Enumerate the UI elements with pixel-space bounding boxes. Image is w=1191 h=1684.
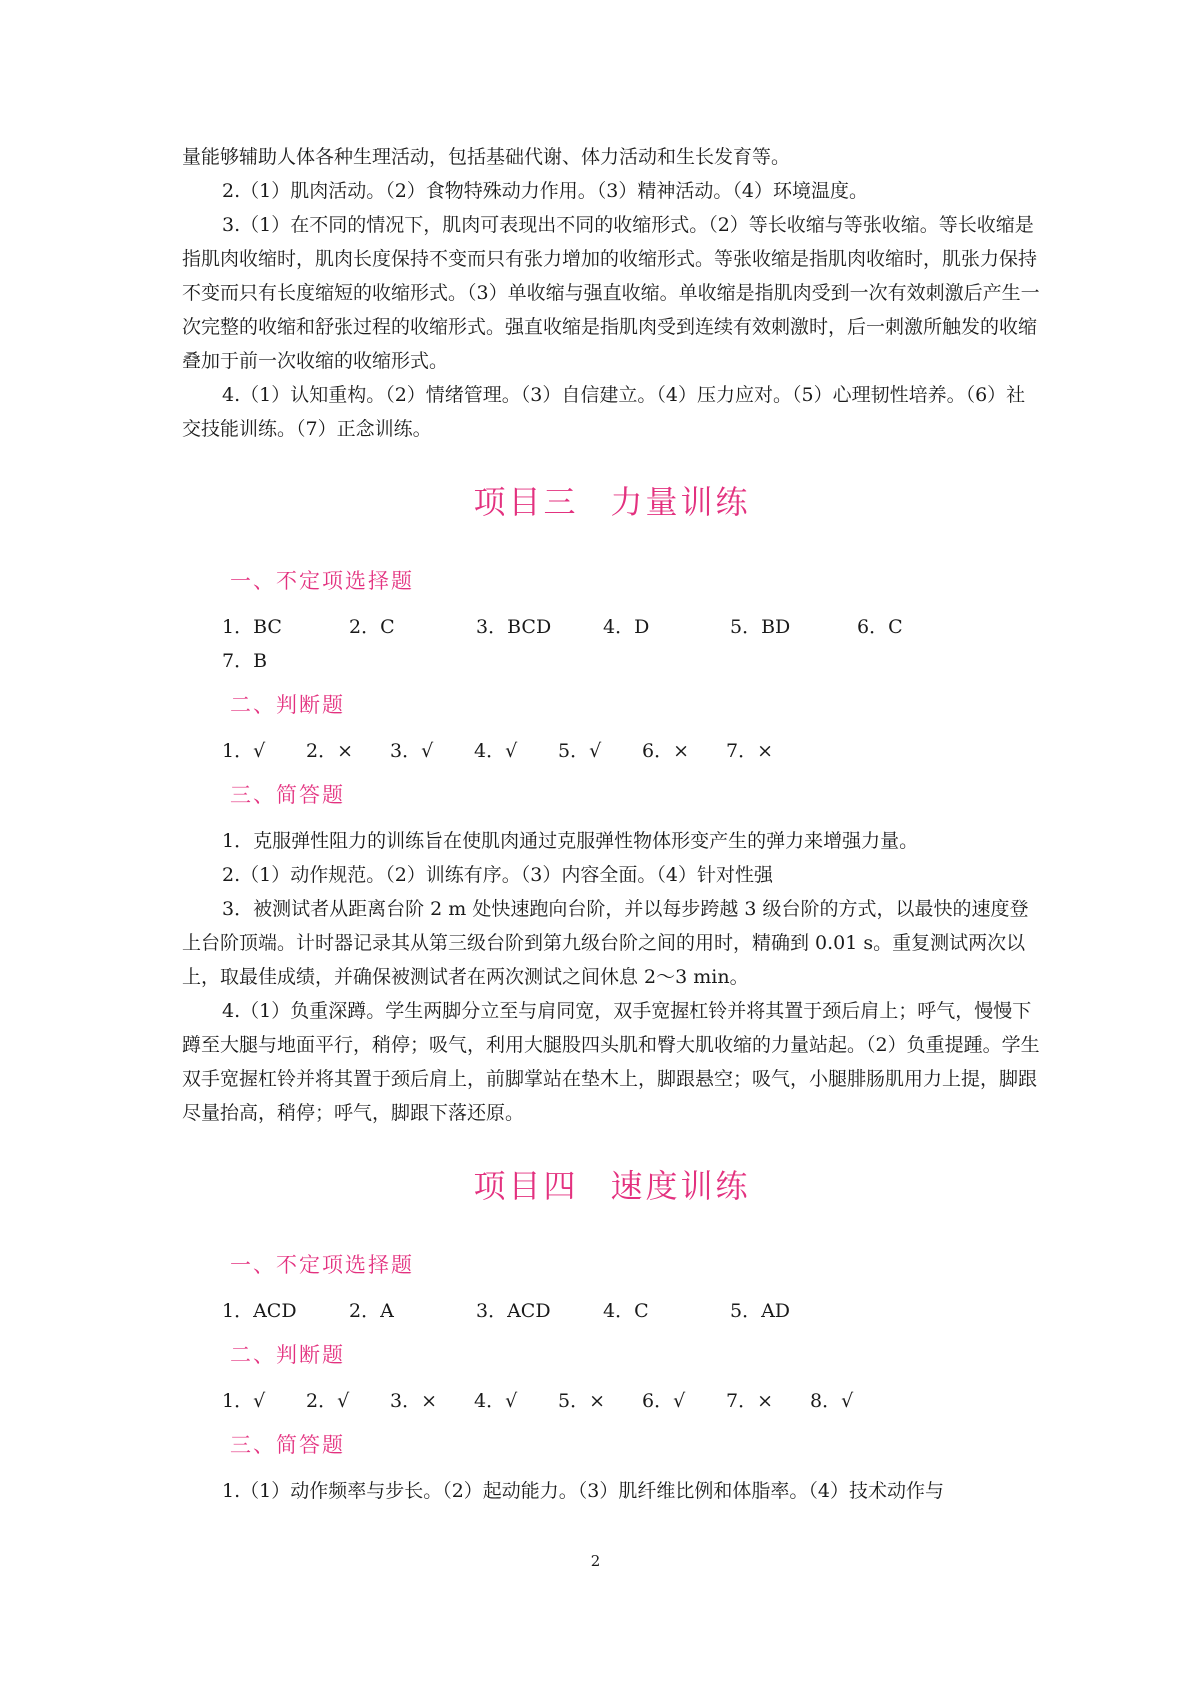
- project3-section-multiple-choice: 一、不定项选择题: [230, 569, 414, 593]
- mc-answer: 3．ACD: [476, 1300, 551, 1322]
- mc-answer: 5．BD: [730, 616, 791, 638]
- mc-answer: 1．BC: [222, 616, 282, 638]
- project3-title-name: 力量训练: [610, 483, 751, 521]
- project3-section-true-false: 二、判断题: [230, 693, 345, 717]
- mc-answer: 4．D: [603, 616, 650, 638]
- mc-answer: 7．B: [222, 650, 268, 672]
- intro-paragraph-1: 量能够辅助人体各种生理活动，包括基础代谢、体力活动和生长发育等。: [182, 146, 791, 168]
- mc-answer: 2．C: [349, 616, 395, 638]
- intro-paragraph-3: 3.（1）在不同的情况下，肌肉可表现出不同的收缩形式。（2）等长收缩与等张收缩。等长收缩是指肌肉收缩时，肌肉长度保持不变而只有张力增加的收缩形式。等张收缩是指肌肉收缩时，肌张力保持不变而只有长度缩短的收缩形式。（3）单收缩与强直收缩。单收缩是指肌肉受到一次有效刺激后产生一次完整的收缩和舒张过程的收缩形式。强直收缩是指肌肉受到连续有效刺激时，后一刺激所触发的收缩叠加于前一次收缩的收缩形式。: [182, 214, 1040, 372]
- tf-answer: 2．×: [306, 740, 354, 762]
- tf-answer: 7．×: [726, 740, 774, 762]
- project3-tf-answers: [222, 734, 1042, 768]
- project3-title: [182, 482, 1042, 522]
- project3-answer-3: 3．被测试者从距离台阶 2 m 处快速跑向台阶，并以每步跨越 3 级台阶的方式，以最快的速度登上台阶顶端。计时器记录其从第三级台阶到第九级台阶之间的用时，精确到 0.01 s。重复测试两次以上，取最佳成绩，并确保被测试者在两次测试之间休息 2～3 min。: [182, 898, 1029, 988]
- project4-answer-1: 1.（1）动作频率与步长。（2）起动能力。（3）肌纤维比例和体脂率。（4）技术动作与: [222, 1480, 944, 1502]
- mc-answer: 1．ACD: [222, 1300, 297, 1322]
- mc-answer: 4．C: [603, 1300, 649, 1322]
- project4-section-true-false: 二、判断题: [230, 1343, 345, 1367]
- tf-answer: 1．√: [222, 1390, 266, 1412]
- mc-answer: 5．AD: [730, 1300, 791, 1322]
- project4-title-name: 速度训练: [610, 1167, 751, 1205]
- tf-answer: 5．×: [558, 1390, 606, 1412]
- project4-title: [182, 1166, 1042, 1206]
- intro-paragraph-4: 4.（1）认知重构。（2）情绪管理。（3）自信建立。（4）压力应对。（5）心理韧性培养。（6）社交技能训练。（7）正念训练。: [182, 384, 1026, 440]
- tf-answer: 1．√: [222, 740, 266, 762]
- project3-title-number: 项目三: [473, 483, 579, 521]
- tf-answer: 6．√: [642, 1390, 686, 1412]
- mc-answer: 6．C: [857, 616, 903, 638]
- project3-answer-2: 2.（1）动作规范。（2）训练有序。（3）内容全面。（4）针对性强: [222, 864, 773, 886]
- project3-answer-4: 4.（1）负重深蹲。学生两脚分立至与肩同宽，双手宽握杠铃并将其置于颈后肩上；呼气，慢慢下蹲至大腿与地面平行，稍停；吸气，利用大腿股四头肌和臀大肌收缩的力量站起。（2）负重提踵。学生双手宽握杠铃并将其置于颈后肩上，前脚掌站在垫木上，脚跟悬空；吸气，小腿腓肠肌用力上提，脚跟尽量抬高，稍停；呼气，脚跟下落还原。: [182, 1000, 1040, 1124]
- project3-answer-1: 1．克服弹性阻力的训练旨在使肌肉通过克服弹性物体形变产生的弹力来增强力量。: [222, 830, 919, 852]
- tf-answer: 2．√: [306, 1390, 350, 1412]
- tf-answer: 7．×: [726, 1390, 774, 1412]
- project4-section-short-answer: 三、简答题: [230, 1433, 345, 1457]
- tf-answer: 3．√: [390, 740, 434, 762]
- project3-section-short-answer: 三、简答题: [230, 783, 345, 807]
- project4-tf-answers: [222, 1384, 1042, 1418]
- project4-mc-answers: [222, 1294, 1042, 1328]
- tf-answer: 6．×: [642, 740, 690, 762]
- project4-title-number: 项目四: [473, 1167, 579, 1205]
- intro-paragraph-2: 2.（1）肌肉活动。（2）食物特殊动力作用。（3）精神活动。（4）环境温度。: [222, 180, 868, 202]
- tf-answer: 8．√: [810, 1390, 854, 1412]
- mc-answer: 3．BCD: [476, 616, 552, 638]
- tf-answer: 5．√: [558, 740, 602, 762]
- tf-answer: 4．√: [474, 1390, 518, 1412]
- project4-section-multiple-choice: 一、不定项选择题: [230, 1253, 414, 1277]
- mc-answer: 2．A: [349, 1300, 394, 1322]
- project3-mc-answers: [222, 610, 1042, 678]
- tf-answer: 3．×: [390, 1390, 438, 1412]
- page-content: [182, 140, 1042, 1508]
- tf-answer: 4．√: [474, 740, 518, 762]
- page-number: 2: [590, 1552, 601, 1570]
